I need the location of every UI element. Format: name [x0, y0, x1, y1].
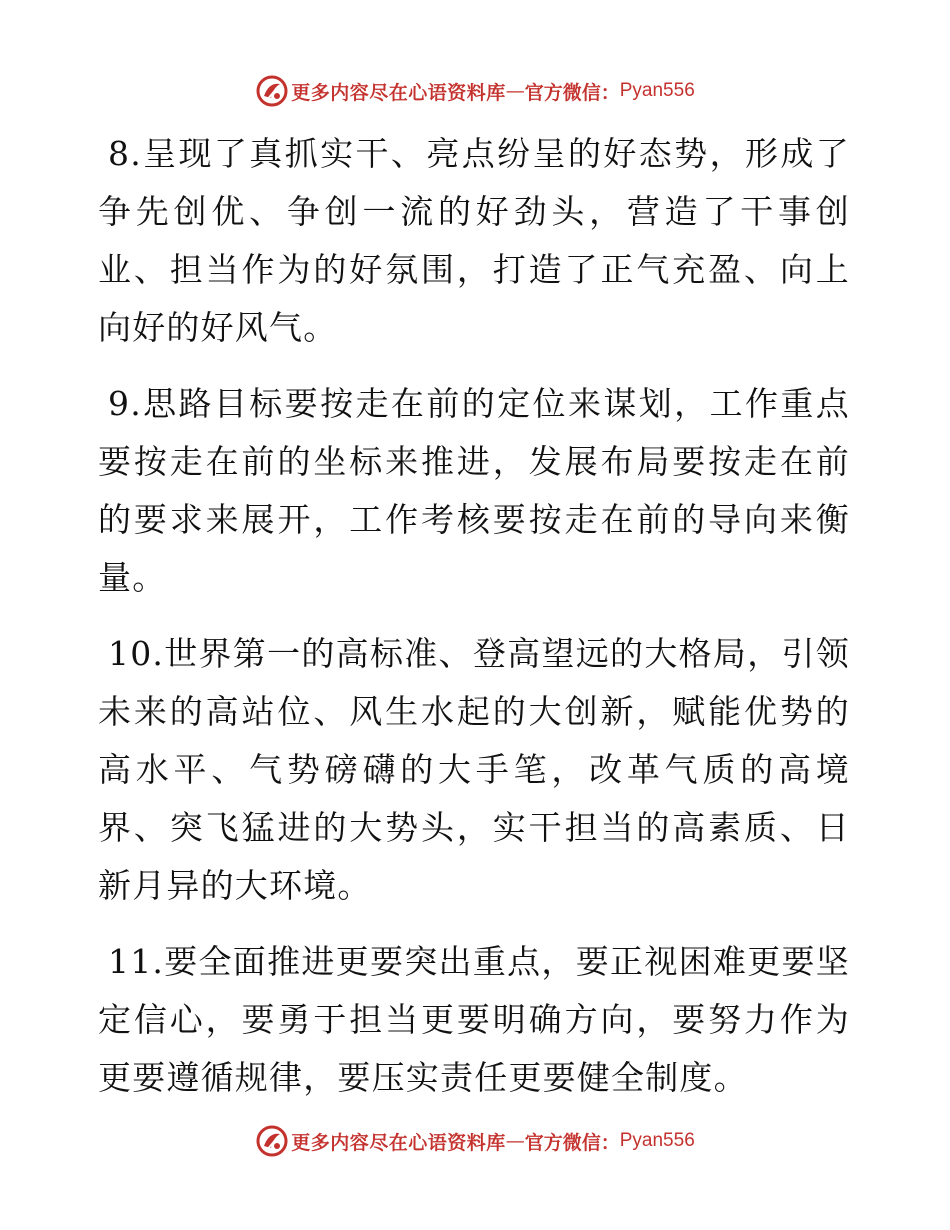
paragraph-8	[98, 125, 850, 357]
banner-brand-text: 更多内容尽在心语资料库	[291, 81, 506, 104]
paragraph-number: 10.	[108, 634, 165, 673]
paragraph-text: 思路目标要按走在前的定位来谋划，工作重点要按走在前的坐标来推进，发展布局要按走在前的要求来展开，工作考核要按走在前的导向来衡量。	[98, 384, 850, 597]
banner-wechat-id: Pyan556	[619, 80, 695, 101]
paragraph-11	[98, 933, 850, 1107]
banner-wechat-label: 官方微信：	[524, 1131, 620, 1154]
header-banner	[0, 71, 950, 111]
paragraph-number: 11.	[108, 942, 165, 981]
paragraph-10	[98, 625, 850, 915]
document-body	[98, 125, 850, 1125]
banner-brand-text: 更多内容尽在心语资料库	[291, 1131, 506, 1154]
banner-wechat-label: 官方微信：	[524, 81, 620, 104]
red-swirl-logo-icon	[255, 1124, 289, 1158]
paragraph-9	[98, 375, 850, 607]
red-swirl-logo-icon	[255, 74, 289, 108]
paragraph-number: 9.	[108, 384, 142, 423]
paragraph-text: 呈现了真抓实干、亮点纷呈的好态势，形成了争先创优、争创一流的好劲头，营造了干事创业、担当作为的好氛围，打造了正气充盈、向上向好的好风气。	[98, 134, 850, 347]
banner-dash: —	[505, 80, 525, 102]
banner-dash: —	[505, 1130, 525, 1152]
footer-banner	[0, 1121, 950, 1161]
banner-wechat-id: Pyan556	[619, 1130, 695, 1151]
paragraph-number: 8.	[108, 134, 142, 173]
paragraph-text: 要全面推进更要突出重点，要正视困难更要坚定信心，要勇于担当更要明确方向，要努力作为更要遵循规律，要压实责任更要健全制度。	[98, 942, 850, 1097]
paragraph-text: 世界第一的高标准、登高望远的大格局，引领未来的高站位、风生水起的大创新，赋能优势的高水平、气势磅礴的大手笔，改革气质的高境界、突飞猛进的大势头，实干担当的高素质、日新月异的大环境。	[98, 634, 850, 905]
